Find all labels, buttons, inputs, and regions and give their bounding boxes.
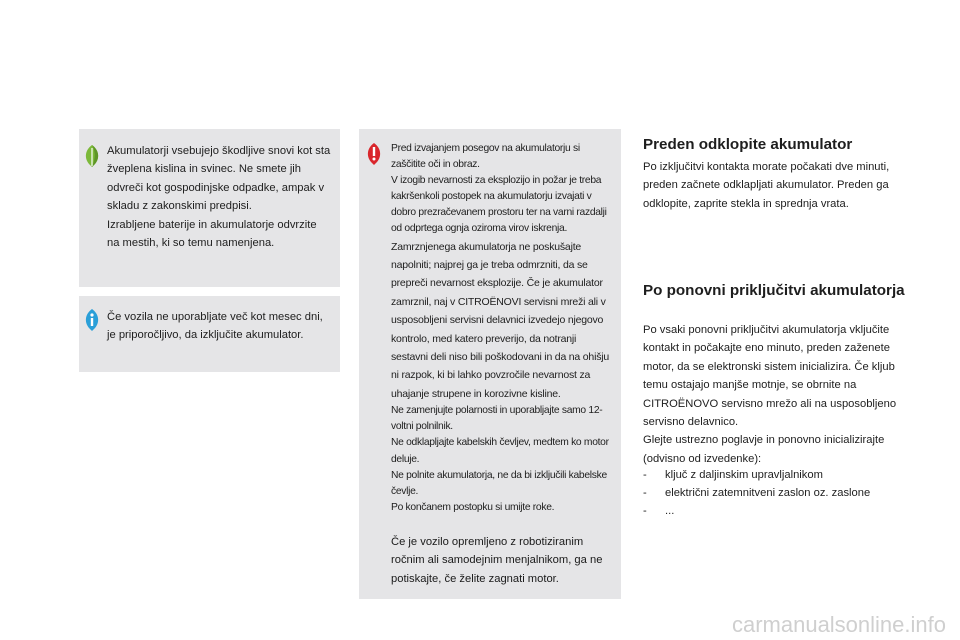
list-item-text: električni zatemnitveni zaslon oz. zaslone: [665, 487, 871, 499]
info-icon: [82, 308, 102, 332]
leaf-icon: [82, 144, 102, 168]
warning-paragraph-3: Ne zamenjujte polarnosti in uporabljajte samo 12-voltni polnilnik. Ne odklapljajte kabelskih čevljev, medtem ko motor deluje. Ne polnite akumulatorja, ne da bi izključili kabelske čevlje. Po končanem postopku si umijte roke.: [391, 405, 609, 513]
warning-paragraph-1: Pred izvajanjem posegov na akumulatorju si zaščitite oči in obraz. V izogib nevarnosti za eksplozijo in požar je treba kakršenkoli postopek na akumulatorju izvajati v dobro prezračevanem prostoru ter na varni razdalji od odprtega ognja oziroma virov iskrenja.: [391, 143, 607, 235]
warning-text: [391, 141, 614, 516]
eco-note-text: Akumulatorji vsebujejo škodljive snovi kot sta žveplena kislina in svinec. Ne smete jih odvreči kot gospodinjske odpadke, ampak v skladu z zakonskimi predpisi. Izrabljene baterije in akumulatorje odvrzite na mestih, ki so temu namenjena.: [107, 145, 331, 250]
section-title-reconnect: Po ponovni priključitvi akumulatorja: [643, 282, 905, 299]
warning-last-paragraph: Če je vozilo opremljeno z robotiziranim ročnim ali samodejnim menjalnikom, ga ne potiskajte, če želite zagnati motor.: [391, 536, 603, 585]
watermark: carmanualsonline.info: [731, 612, 946, 637]
list-dash: -: [643, 505, 647, 517]
info-note-text: Če vozila ne uporabljate več kot mesec dni, je priporočljivo, da izključite akumulator.: [107, 311, 323, 342]
list-dash: -: [643, 487, 647, 499]
list-item-text: ...: [665, 505, 675, 517]
warning-icon: [364, 142, 384, 166]
section-body-disconnect: Po izključitvi kontakta morate počakati dve minuti, preden začnete odklapljati akumulator. Preden ga odklopite, zaprite stekla in sprednja vrata.: [643, 161, 890, 210]
section-body-reconnect: Po vsaki ponovni priključitvi akumulatorja vključite kontakt in počakajte eno minuto, preden zaženete motor, da se elektronski sistem inicializira. Če kljub temu ostajajo manjše motnje, se obrnite na CITROËNOVO servisno mrežo ali na usposobljeno servisno delavnico. Glejte ustrezno poglavje in ponovno inicializirajte (odvisno od izvedenke):: [643, 324, 897, 465]
list-item-text: ključ z daljinskim upravljalnikom: [665, 469, 823, 481]
list-dash: -: [643, 469, 647, 481]
section-title-disconnect: Preden odklopite akumulator: [643, 136, 853, 153]
warning-paragraph-2: Zamrznjenega akumulatorja ne poskušajte napolniti; najprej ga je treba odmrzniti, da se prepreči nevarnost eksplozije. Če je akumulator zamrznil, naj v CITROËNOVI servisni mreži ali v usposobljeni servisni delavnici izvedejo njegovo kontrolo, med katero preverijo, da notranji sestavni deli niso bili poškodovani in da na ohišju ni razpok, ki bi lahko povzročile nevarnost za uhajanje strupene in korozivne kisline.: [391, 240, 610, 400]
